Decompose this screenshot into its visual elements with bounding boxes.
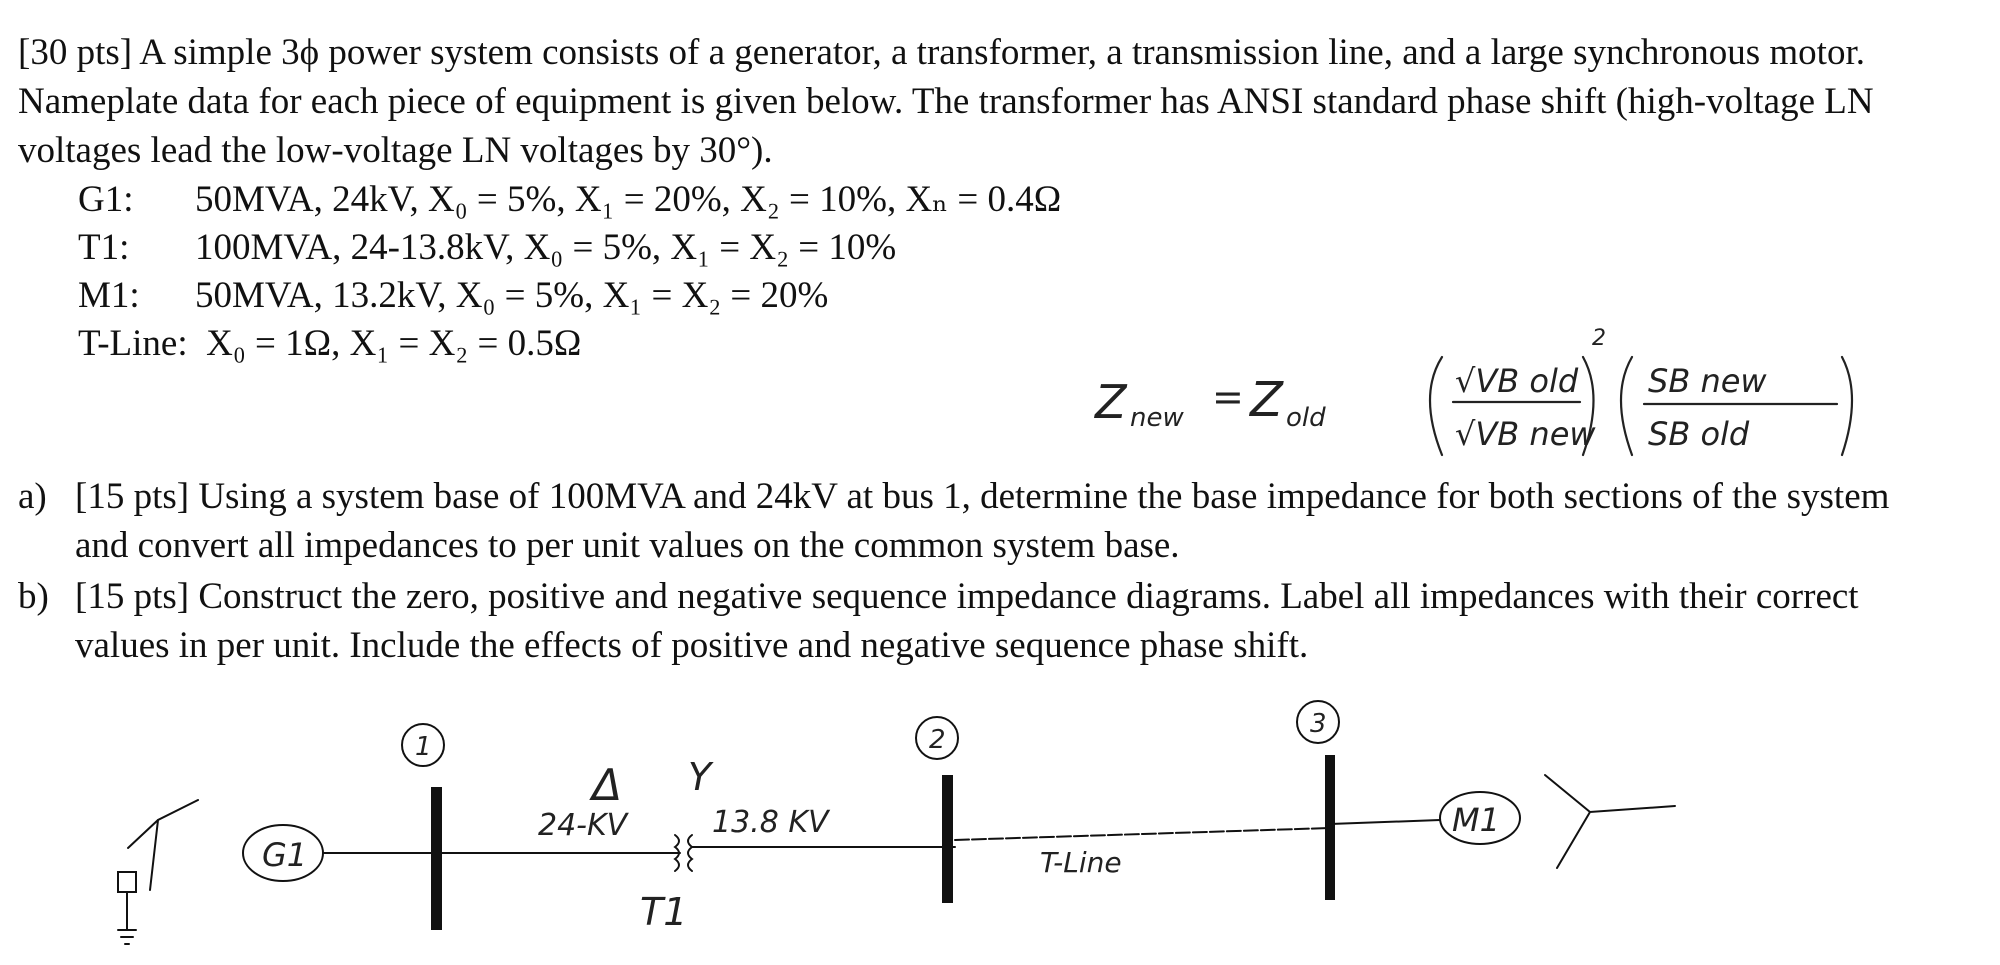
bus1-bar bbox=[431, 787, 442, 930]
transformer-delta-symbol: Δ bbox=[592, 760, 623, 811]
bus3-bar bbox=[1325, 755, 1335, 900]
generator-neutral-wye bbox=[128, 800, 198, 848]
equipment-spec: X₀ = 1Ω, X₁ = X₂ = 0.5Ω bbox=[206, 323, 582, 364]
transformer-label: T1 bbox=[640, 890, 688, 934]
transformer-lv-rating: 13.8 KV bbox=[712, 805, 829, 840]
equipment-spec: 50MVA, 24kV, X₀ = 5%, X₁ = 20%, X₂ = 10%, Xₙ = 0.4Ω bbox=[195, 179, 1062, 220]
equipment-label: G1: bbox=[78, 179, 134, 220]
bus1-number: 1 bbox=[415, 732, 432, 762]
formula-lhs: Z bbox=[1095, 375, 1127, 429]
formula-paren-right-2 bbox=[1842, 357, 1852, 455]
formula-lhs-sub: new bbox=[1130, 403, 1184, 433]
formula-z-old: Z bbox=[1250, 372, 1283, 428]
motor-label: M1 bbox=[1452, 801, 1500, 839]
question-text: [15 pts] Using a system base of 100MVA and 24kV at bus 1, determine the base impedance for both sections of the system and convert all impedances to per unit values on the common system base. bbox=[75, 476, 1890, 566]
formula-v-numerator: √VB old bbox=[1455, 362, 1579, 400]
transformer-secondary-coil bbox=[688, 835, 692, 871]
formula-exponent: 2 bbox=[1592, 326, 1606, 351]
formula-z-old-sub: old bbox=[1286, 403, 1326, 433]
formula-paren-left-2 bbox=[1621, 357, 1632, 455]
equipment-label: M1: bbox=[78, 275, 140, 316]
intro-points: [30 pts] bbox=[18, 32, 133, 73]
equipment-label: T1: bbox=[78, 227, 130, 268]
question-tag: b) bbox=[18, 576, 49, 617]
question-text: [15 pts] Construct the zero, positive and negative sequence impedance diagrams. Label all impedances with their correct values in per unit. Include the effects of positive and negative sequence phase shift. bbox=[75, 576, 1859, 666]
bus2-bar bbox=[942, 775, 953, 903]
formula-s-denominator: SB old bbox=[1648, 415, 1750, 453]
formula-s-numerator: SB new bbox=[1648, 362, 1767, 400]
tline-label: T-Line bbox=[1040, 846, 1122, 879]
grounding-resistor-icon bbox=[118, 872, 136, 892]
formula-paren-left-1 bbox=[1430, 357, 1442, 455]
transformer-hv-rating: 24-KV bbox=[538, 808, 628, 843]
bus3-number: 3 bbox=[1310, 709, 1327, 739]
formula-v-denominator: √VB new bbox=[1455, 415, 1596, 453]
transmission-line bbox=[955, 828, 1330, 840]
ground-icon bbox=[118, 892, 136, 944]
transformer-wye-symbol: Y bbox=[688, 755, 712, 799]
equipment-spec: 50MVA, 13.2kV, X₀ = 5%, X₁ = X₂ = 20% bbox=[195, 275, 829, 316]
equipment-spec: 100MVA, 24-13.8kV, X₀ = 5%, X₁ = X₂ = 10% bbox=[195, 227, 897, 268]
line-bus3-motor bbox=[1330, 820, 1440, 824]
generator-neutral-line bbox=[150, 820, 158, 890]
intro-text: A simple 3ϕ power system consists of a generator, a transformer, a transmission line, and a large synchronous motor. Nameplate data for each piece of equipment is given below. The transformer has ANSI standard phase shift (high-voltage LN voltages lead the low-voltage LN voltages by 30°). bbox=[18, 32, 1874, 171]
question-tag: a) bbox=[18, 476, 47, 517]
bus2-number: 2 bbox=[929, 725, 946, 755]
generator-label: G1 bbox=[262, 836, 308, 874]
equipment-label: T-Line: bbox=[78, 323, 188, 364]
motor-neutral-wye bbox=[1545, 775, 1675, 868]
formula-equals: = bbox=[1212, 375, 1244, 419]
